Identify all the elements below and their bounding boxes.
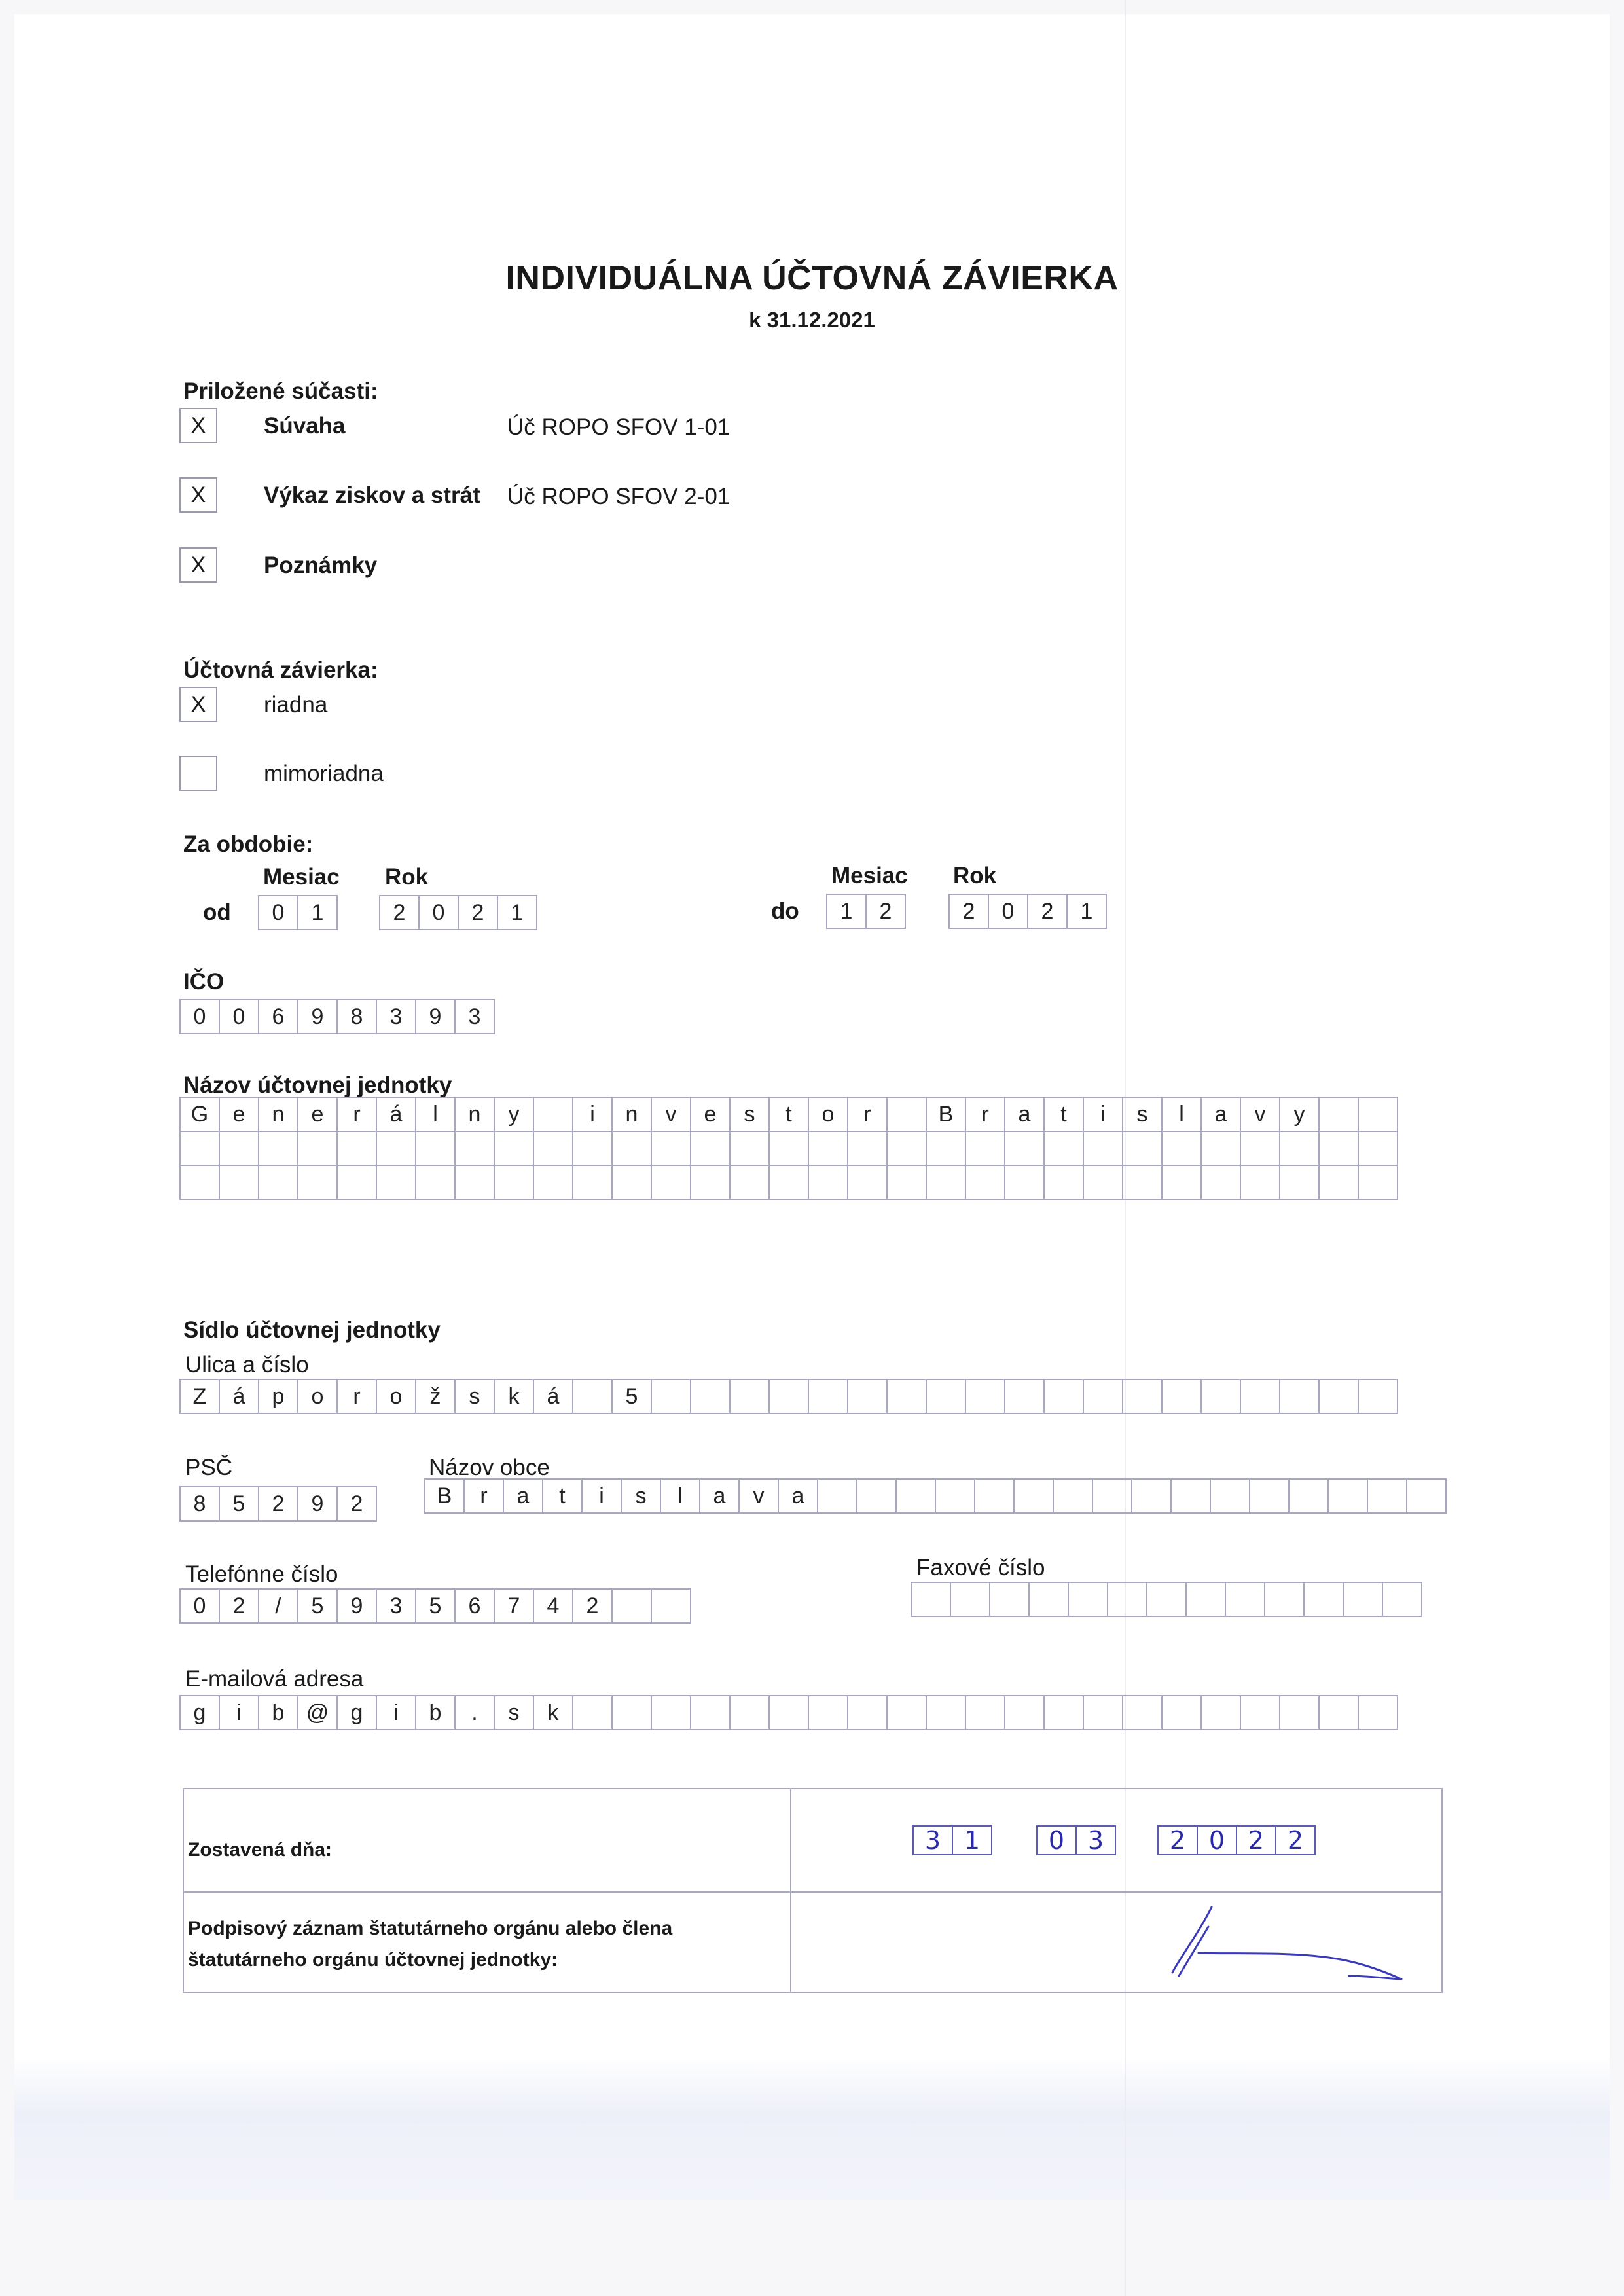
character-cell: a xyxy=(1004,1097,1045,1132)
character-cell: k xyxy=(494,1379,534,1414)
character-cell: r xyxy=(847,1097,888,1132)
character-cell: 9 xyxy=(297,1486,338,1522)
character-cell: ž xyxy=(415,1379,456,1414)
character-cell: 9 xyxy=(336,1588,377,1624)
character-cell: s xyxy=(1122,1097,1163,1132)
character-cell xyxy=(926,1165,966,1200)
character-cell: Z xyxy=(179,1379,220,1414)
character-cell: t xyxy=(768,1097,809,1132)
handwritten-digit: 3 xyxy=(1075,1825,1116,1855)
character-cell xyxy=(415,1131,456,1166)
character-cell: á xyxy=(533,1379,573,1414)
character-cell xyxy=(1161,1131,1202,1166)
character-cell xyxy=(1185,1582,1226,1617)
character-cell: 5 xyxy=(611,1379,652,1414)
character-cell: 2 xyxy=(336,1486,377,1522)
character-cell xyxy=(1083,1165,1123,1200)
character-cell xyxy=(1013,1478,1054,1514)
document-title: INDIVIDUÁLNA ÚČTOVNÁ ZÁVIERKA xyxy=(505,259,1119,297)
digit-cell: 2 xyxy=(458,895,498,930)
character-cell xyxy=(1043,1165,1084,1200)
character-cell xyxy=(817,1478,857,1514)
fax-label: Faxové číslo xyxy=(916,1555,1045,1580)
digit-cell: 0 xyxy=(418,895,459,930)
character-cell xyxy=(297,1131,338,1166)
character-cell xyxy=(808,1165,848,1200)
character-cell xyxy=(1225,1582,1265,1617)
character-cell xyxy=(1083,1131,1123,1166)
character-cell: 8 xyxy=(179,1486,220,1522)
character-cell xyxy=(1068,1582,1108,1617)
handwritten-signature xyxy=(1100,1894,1428,1992)
character-cell xyxy=(611,1131,652,1166)
handwritten-digit: 0 xyxy=(1036,1825,1077,1855)
character-cell xyxy=(1004,1379,1045,1414)
character-cell: o xyxy=(297,1379,338,1414)
character-cell xyxy=(1043,1695,1084,1730)
character-cell: 2 xyxy=(219,1588,259,1624)
scan-shadow-band xyxy=(14,2056,1610,2200)
character-cell xyxy=(847,1165,888,1200)
seat-heading: Sídlo účtovnej jednotky xyxy=(183,1317,441,1343)
character-cell xyxy=(1107,1582,1147,1617)
character-cell xyxy=(651,1588,691,1624)
attachment-pl-label: Výkaz ziskov a strát xyxy=(264,483,480,508)
character-cell xyxy=(336,1131,377,1166)
table-divider xyxy=(790,1789,791,1992)
character-cell xyxy=(611,1695,652,1730)
statement-regular-label: riadna xyxy=(264,692,328,718)
document-subtitle: k 31.12.2021 xyxy=(749,308,875,332)
character-cell xyxy=(1358,1097,1398,1132)
character-cell xyxy=(847,1695,888,1730)
compiled-day-field[interactable] xyxy=(912,1825,991,1855)
character-cell xyxy=(651,1695,691,1730)
character-cell xyxy=(886,1097,927,1132)
character-cell xyxy=(1028,1582,1069,1617)
character-cell xyxy=(768,1165,809,1200)
digit-cell: 1 xyxy=(497,895,537,930)
character-cell xyxy=(886,1165,927,1200)
digit-cell: 2 xyxy=(948,894,989,929)
character-cell xyxy=(1200,1131,1241,1166)
digit-cell: 0 xyxy=(179,999,220,1034)
character-cell xyxy=(886,1695,927,1730)
digit-cell: 0 xyxy=(258,895,298,930)
character-cell xyxy=(965,1131,1005,1166)
character-cell: g xyxy=(336,1695,377,1730)
street-label: Ulica a číslo xyxy=(185,1352,309,1377)
character-cell xyxy=(1161,1379,1202,1414)
character-cell xyxy=(1249,1478,1290,1514)
character-cell xyxy=(533,1097,573,1132)
character-cell xyxy=(926,1379,966,1414)
entity-name-row-2[interactable] xyxy=(179,1131,1397,1166)
to-label: do xyxy=(771,898,799,924)
character-cell xyxy=(886,1379,927,1414)
psc-label: PSČ xyxy=(185,1455,232,1480)
character-cell: G xyxy=(179,1097,220,1132)
city-field[interactable] xyxy=(424,1478,1445,1514)
character-cell xyxy=(1200,1695,1241,1730)
character-cell: v xyxy=(1240,1097,1280,1132)
city-label: Názov obce xyxy=(429,1455,550,1480)
character-cell xyxy=(729,1165,770,1200)
digit-cell: 2 xyxy=(865,894,906,929)
character-cell: 4 xyxy=(533,1588,573,1624)
character-cell xyxy=(926,1131,966,1166)
character-cell xyxy=(965,1379,1005,1414)
digit-cell: 6 xyxy=(258,999,298,1034)
character-cell: l xyxy=(1161,1097,1202,1132)
attachment-pl-checkbox[interactable]: X xyxy=(179,477,217,513)
character-cell xyxy=(651,1379,691,1414)
character-cell: a xyxy=(503,1478,543,1514)
character-cell xyxy=(258,1131,298,1166)
character-cell: B xyxy=(424,1478,465,1514)
character-cell xyxy=(1161,1165,1202,1200)
character-cell xyxy=(1083,1695,1123,1730)
character-cell xyxy=(454,1131,495,1166)
character-cell xyxy=(1240,1695,1280,1730)
character-cell xyxy=(1303,1582,1344,1617)
character-cell: 7 xyxy=(494,1588,534,1624)
street-field[interactable] xyxy=(179,1379,1397,1414)
character-cell: a xyxy=(778,1478,818,1514)
character-cell: s xyxy=(454,1379,495,1414)
character-cell xyxy=(1210,1478,1250,1514)
character-cell: r xyxy=(463,1478,504,1514)
statement-extraordinary-label: mimoriadna xyxy=(264,761,384,786)
character-cell xyxy=(1122,1695,1163,1730)
character-cell: v xyxy=(738,1478,779,1514)
character-cell xyxy=(1343,1582,1383,1617)
ico-label: IČO xyxy=(183,969,225,994)
character-cell xyxy=(1406,1478,1447,1514)
character-cell xyxy=(219,1131,259,1166)
attachment-balance-code: Úč ROPO SFOV 1-01 xyxy=(507,414,731,440)
signature-label-line-1: Podpisový záznam štatutárneho orgánu alebo člena xyxy=(188,1918,673,1939)
attachments-heading: Priložené súčasti: xyxy=(183,378,378,404)
character-cell: 0 xyxy=(179,1588,220,1624)
character-cell: a xyxy=(1200,1097,1241,1132)
character-cell xyxy=(1200,1165,1241,1200)
character-cell: p xyxy=(258,1379,298,1414)
character-cell xyxy=(965,1165,1005,1200)
character-cell xyxy=(1358,1379,1398,1414)
character-cell: s xyxy=(621,1478,661,1514)
character-cell: 2 xyxy=(258,1486,298,1522)
character-cell xyxy=(895,1478,936,1514)
character-cell: s xyxy=(729,1097,770,1132)
character-cell xyxy=(1279,1131,1320,1166)
from-month-field[interactable] xyxy=(258,895,336,930)
handwritten-digit: 0 xyxy=(1197,1825,1237,1855)
character-cell: e xyxy=(690,1097,731,1132)
digit-cell: 9 xyxy=(415,999,456,1034)
character-cell: r xyxy=(336,1097,377,1132)
character-cell xyxy=(808,1379,848,1414)
character-cell xyxy=(258,1165,298,1200)
character-cell: o xyxy=(376,1379,416,1414)
digit-cell: 3 xyxy=(454,999,495,1034)
entity-name-row-1[interactable] xyxy=(179,1097,1397,1132)
character-cell xyxy=(1327,1478,1368,1514)
character-cell: k xyxy=(533,1695,573,1730)
attachment-pl-code: Úč ROPO SFOV 2-01 xyxy=(507,484,731,509)
phone-label: Telefónne číslo xyxy=(185,1561,338,1587)
character-cell: r xyxy=(336,1379,377,1414)
character-cell: a xyxy=(699,1478,740,1514)
digit-cell: 2 xyxy=(1027,894,1068,929)
character-cell: i xyxy=(581,1478,622,1514)
character-cell: 6 xyxy=(454,1588,495,1624)
digit-cell: 1 xyxy=(826,894,867,929)
character-cell xyxy=(1279,1695,1320,1730)
character-cell xyxy=(179,1165,220,1200)
character-cell xyxy=(494,1131,534,1166)
character-cell: B xyxy=(926,1097,966,1132)
character-cell: r xyxy=(965,1097,1005,1132)
character-cell: @ xyxy=(297,1695,338,1730)
character-cell xyxy=(572,1165,613,1200)
character-cell xyxy=(1240,1131,1280,1166)
digit-cell: 0 xyxy=(219,999,259,1034)
character-cell xyxy=(336,1165,377,1200)
character-cell: s xyxy=(494,1695,534,1730)
character-cell: / xyxy=(258,1588,298,1624)
character-cell: . xyxy=(454,1695,495,1730)
table-divider xyxy=(184,1891,1441,1893)
character-cell xyxy=(768,1131,809,1166)
character-cell xyxy=(808,1131,848,1166)
character-cell xyxy=(847,1131,888,1166)
character-cell xyxy=(808,1695,848,1730)
character-cell xyxy=(1358,1165,1398,1200)
compiled-date-label: Zostavená dňa: xyxy=(188,1839,333,1861)
statement-extraordinary-checkbox[interactable] xyxy=(179,756,217,791)
character-cell xyxy=(1083,1379,1123,1414)
fax-field[interactable] xyxy=(911,1582,1421,1617)
character-cell xyxy=(533,1131,573,1166)
digit-cell: 8 xyxy=(336,999,377,1034)
phone-field[interactable] xyxy=(179,1588,690,1624)
character-cell xyxy=(690,1165,731,1200)
character-cell xyxy=(1318,1379,1359,1414)
signature-label-line-2: štatutárneho orgánu účtovnej jednotky: xyxy=(188,1949,558,1971)
character-cell xyxy=(1279,1165,1320,1200)
character-cell: t xyxy=(1043,1097,1084,1132)
character-cell xyxy=(572,1379,613,1414)
character-cell xyxy=(1318,1131,1359,1166)
character-cell: á xyxy=(376,1097,416,1132)
character-cell xyxy=(950,1582,990,1617)
character-cell xyxy=(729,1379,770,1414)
ico-field[interactable] xyxy=(179,999,494,1034)
character-cell: y xyxy=(1279,1097,1320,1132)
character-cell xyxy=(989,1582,1030,1617)
character-cell xyxy=(1200,1379,1241,1414)
compiled-year-field[interactable] xyxy=(1157,1825,1314,1855)
character-cell xyxy=(179,1131,220,1166)
handwritten-digit: 3 xyxy=(912,1825,953,1855)
email-field[interactable] xyxy=(179,1695,1397,1730)
attachment-notes-label: Poznámky xyxy=(264,553,378,578)
character-cell xyxy=(415,1165,456,1200)
handwritten-digit: 1 xyxy=(952,1825,992,1855)
character-cell: á xyxy=(219,1379,259,1414)
digit-cell: 9 xyxy=(297,999,338,1034)
character-cell xyxy=(572,1131,613,1166)
character-cell xyxy=(729,1131,770,1166)
entity-name-row-3[interactable] xyxy=(179,1165,1397,1200)
character-cell xyxy=(935,1478,975,1514)
entity-name-label: Názov účtovnej jednotky xyxy=(183,1072,452,1098)
character-cell xyxy=(1053,1478,1093,1514)
character-cell xyxy=(611,1588,652,1624)
character-cell: i xyxy=(219,1695,259,1730)
character-cell xyxy=(494,1165,534,1200)
character-cell: 2 xyxy=(572,1588,613,1624)
statement-regular-checkbox[interactable]: X xyxy=(179,687,217,722)
character-cell: i xyxy=(1083,1097,1123,1132)
character-cell xyxy=(219,1165,259,1200)
attachment-notes-checkbox[interactable]: X xyxy=(179,547,217,583)
character-cell: b xyxy=(258,1695,298,1730)
compiled-month-field[interactable] xyxy=(1036,1825,1115,1855)
character-cell: v xyxy=(651,1097,691,1132)
character-cell xyxy=(611,1165,652,1200)
character-cell xyxy=(886,1131,927,1166)
character-cell xyxy=(965,1695,1005,1730)
character-cell xyxy=(1288,1478,1329,1514)
from-month-label: Mesiac xyxy=(263,864,340,890)
character-cell xyxy=(1318,1165,1359,1200)
character-cell xyxy=(974,1478,1015,1514)
character-cell xyxy=(1092,1478,1132,1514)
character-cell xyxy=(454,1165,495,1200)
character-cell: i xyxy=(572,1097,613,1132)
digit-cell: 0 xyxy=(988,894,1028,929)
character-cell: n xyxy=(611,1097,652,1132)
character-cell xyxy=(1358,1131,1398,1166)
to-year-label: Rok xyxy=(953,863,997,888)
character-cell xyxy=(1170,1478,1211,1514)
character-cell: l xyxy=(660,1478,700,1514)
character-cell: e xyxy=(297,1097,338,1132)
statement-type-heading: Účtovná závierka: xyxy=(183,657,378,683)
character-cell xyxy=(768,1379,809,1414)
to-month-field[interactable] xyxy=(826,894,905,929)
attachment-balance-checkbox[interactable]: X xyxy=(179,408,217,443)
character-cell xyxy=(1161,1695,1202,1730)
character-cell xyxy=(690,1379,731,1414)
from-year-field[interactable] xyxy=(379,895,536,930)
character-cell xyxy=(1264,1582,1305,1617)
character-cell xyxy=(690,1695,731,1730)
character-cell: b xyxy=(415,1695,456,1730)
digit-cell: 2 xyxy=(379,895,420,930)
character-cell xyxy=(651,1165,691,1200)
character-cell xyxy=(376,1165,416,1200)
digit-cell: 1 xyxy=(1066,894,1107,929)
character-cell xyxy=(572,1695,613,1730)
character-cell xyxy=(729,1695,770,1730)
psc-field[interactable] xyxy=(179,1486,376,1522)
character-cell xyxy=(690,1131,731,1166)
attachment-balance-label: Súvaha xyxy=(264,413,346,439)
character-cell xyxy=(1358,1695,1398,1730)
character-cell xyxy=(911,1582,951,1617)
character-cell xyxy=(1122,1165,1163,1200)
character-cell: y xyxy=(494,1097,534,1132)
character-cell xyxy=(768,1695,809,1730)
character-cell: 5 xyxy=(297,1588,338,1624)
character-cell xyxy=(1318,1097,1359,1132)
character-cell xyxy=(856,1478,897,1514)
email-label: E-mailová adresa xyxy=(185,1666,364,1692)
character-cell xyxy=(1240,1165,1280,1200)
character-cell: o xyxy=(808,1097,848,1132)
character-cell: g xyxy=(179,1695,220,1730)
character-cell xyxy=(533,1165,573,1200)
character-cell: 3 xyxy=(376,1588,416,1624)
handwritten-digit: 2 xyxy=(1275,1825,1316,1855)
from-label: od xyxy=(203,900,231,925)
character-cell xyxy=(1131,1478,1172,1514)
character-cell xyxy=(1004,1695,1045,1730)
character-cell: i xyxy=(376,1695,416,1730)
digit-cell: 1 xyxy=(297,895,338,930)
character-cell: e xyxy=(219,1097,259,1132)
character-cell xyxy=(1043,1131,1084,1166)
character-cell xyxy=(376,1131,416,1166)
character-cell xyxy=(1043,1379,1084,1414)
character-cell xyxy=(1318,1695,1359,1730)
character-cell xyxy=(1122,1131,1163,1166)
character-cell: t xyxy=(542,1478,583,1514)
to-year-field[interactable] xyxy=(948,894,1106,929)
from-year-label: Rok xyxy=(385,864,429,890)
character-cell xyxy=(1240,1379,1280,1414)
character-cell xyxy=(651,1131,691,1166)
character-cell xyxy=(1367,1478,1407,1514)
character-cell: l xyxy=(415,1097,456,1132)
character-cell xyxy=(1004,1131,1045,1166)
handwritten-digit: 2 xyxy=(1236,1825,1276,1855)
character-cell xyxy=(926,1695,966,1730)
character-cell xyxy=(1146,1582,1187,1617)
signature-table xyxy=(183,1788,1443,1993)
character-cell xyxy=(1382,1582,1422,1617)
character-cell: n xyxy=(258,1097,298,1132)
period-heading: Za obdobie: xyxy=(183,831,314,857)
digit-cell: 3 xyxy=(376,999,416,1034)
character-cell: n xyxy=(454,1097,495,1132)
handwritten-digit: 2 xyxy=(1157,1825,1198,1855)
character-cell xyxy=(1004,1165,1045,1200)
character-cell: 5 xyxy=(415,1588,456,1624)
character-cell xyxy=(1122,1379,1163,1414)
to-month-label: Mesiac xyxy=(831,863,908,888)
character-cell xyxy=(847,1379,888,1414)
character-cell: 5 xyxy=(219,1486,259,1522)
character-cell xyxy=(297,1165,338,1200)
character-cell xyxy=(1279,1379,1320,1414)
